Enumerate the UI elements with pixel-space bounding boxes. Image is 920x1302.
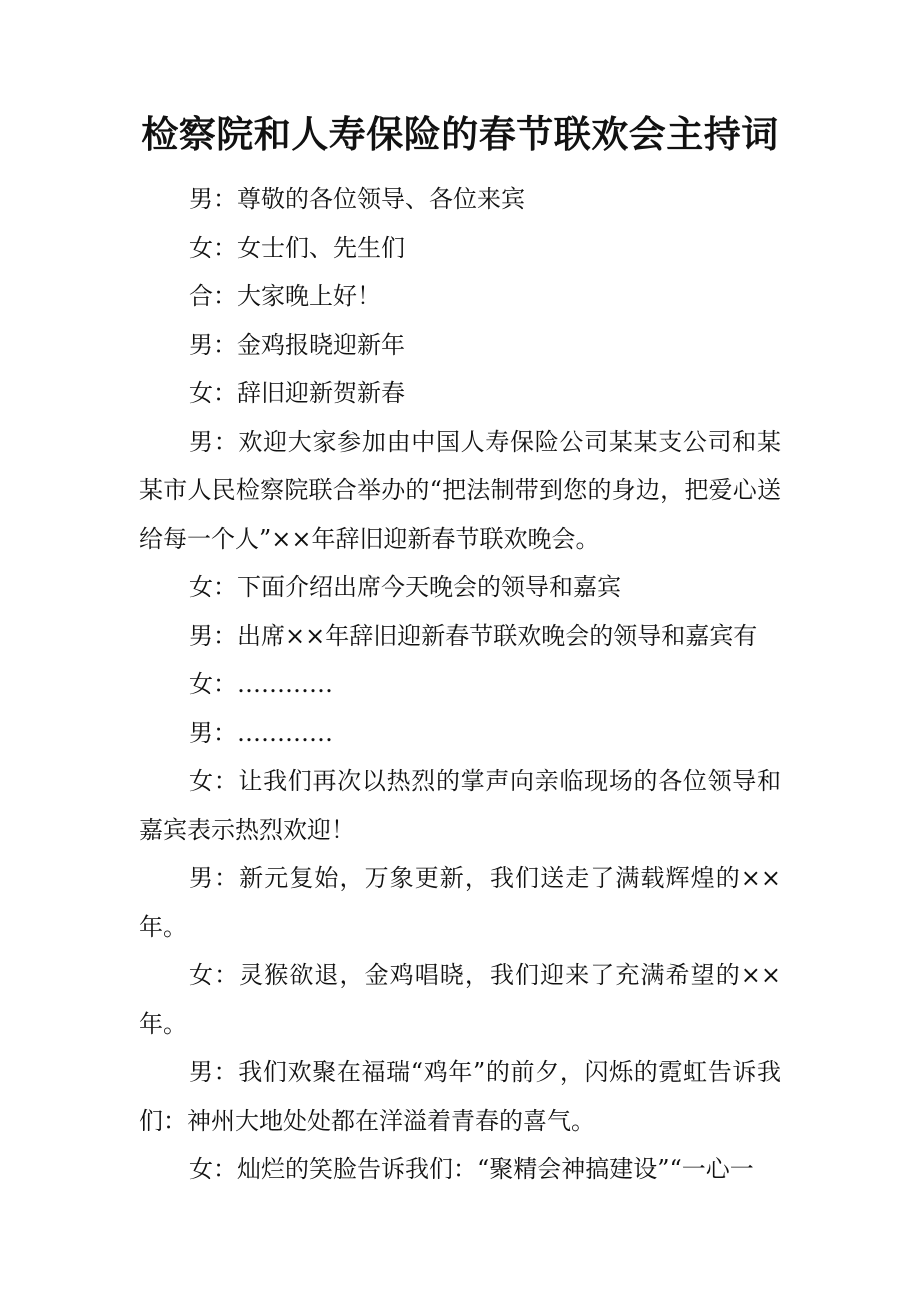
paragraph-2: 女：女士们、先生们 [189,233,405,262]
paragraph-3: 合：大家晚上好！ [189,282,381,310]
document-body [139,175,781,1194]
paragraph-9: 女：………… [189,670,333,698]
paragraph-14: 男：我们欢聚在福瑞“鸡年”的前夕，闪烁的霓虹告诉我们：神州大地处处都在洋溢着青春的喜气。 [139,1058,781,1135]
paragraph-10: 男：………… [189,718,333,747]
paragraph-12: 男：新元复始，万象更新，我们送走了满载辉煌的××年。 [139,864,781,941]
paragraph-6: 男：欢迎大家参加由中国人寿保险公司某某支公司和某某市人民检察院联合举办的“把法制带到您的身边，把爱心送给每一个人”××年辞旧迎新春节联欢晚会。 [139,427,781,553]
document-title: 检察院和人寿保险的春节联欢会主持词 [141,112,779,156]
paragraph-15: 女：灿烂的笑脸告诉我们：“聚精会神搞建设”“一心一 [189,1155,754,1183]
paragraph-4: 男：金鸡报晓迎新年 [189,330,405,359]
paragraph-7: 女：下面介绍出席今天晚会的领导和嘉宾 [189,573,621,601]
paragraph-11: 女：让我们再次以热烈的掌声向亲临现场的各位领导和嘉宾表示热烈欢迎！ [139,767,781,844]
paragraph-13: 女：灵猴欲退，金鸡唱晓，我们迎来了充满希望的××年。 [139,961,781,1038]
paragraph-8: 男：出席××年辞旧迎新春节联欢晚会的领导和嘉宾有 [189,621,758,650]
paragraph-5: 女：辞旧迎新贺新春 [189,379,405,407]
paragraph-1: 男：尊敬的各位领导、各位来宾 [189,185,525,213]
